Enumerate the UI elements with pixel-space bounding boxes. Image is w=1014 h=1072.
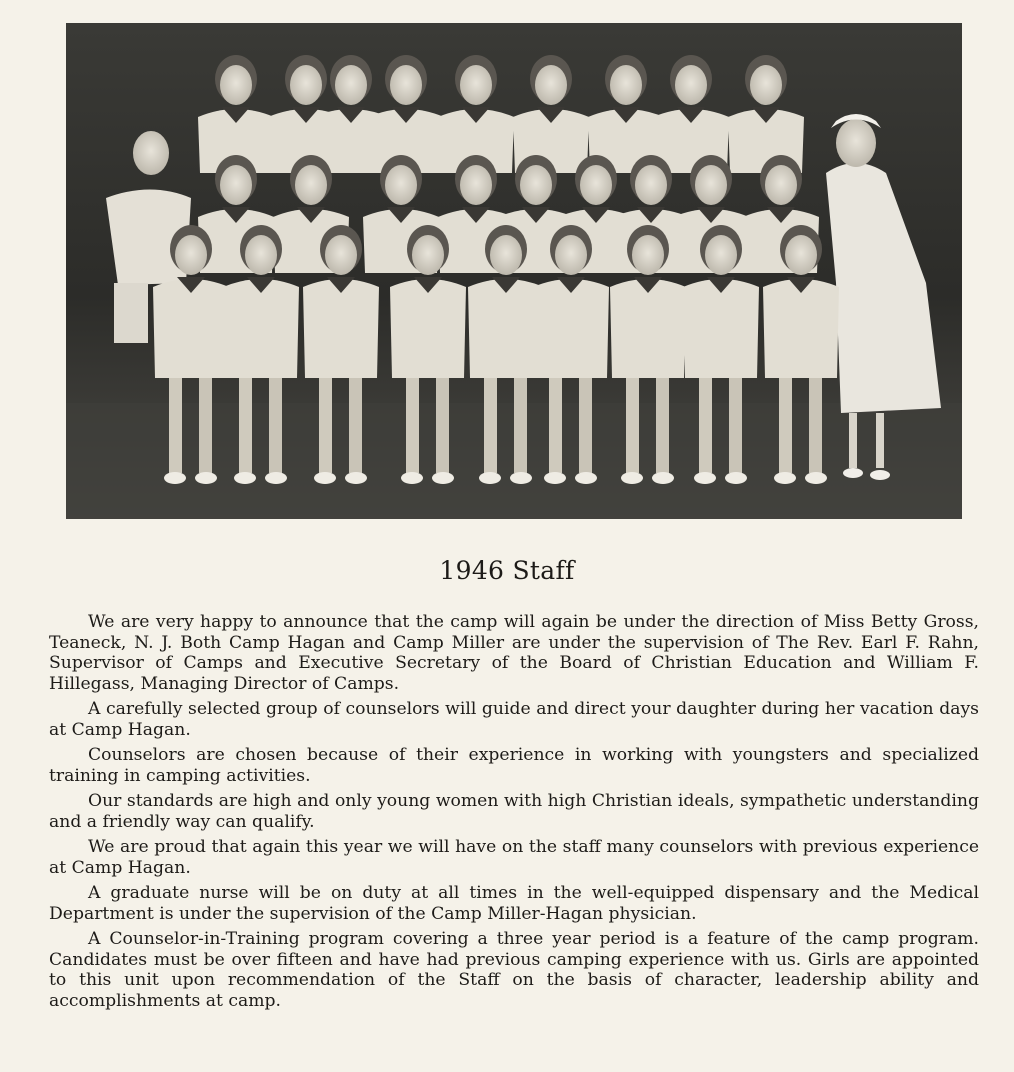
- paragraph-nurse: A graduate nurse will be on duty at all times in the well-equipped dispensary and the Medical Department is under the supervision of the Camp Miller-Hagan physician.: [49, 883, 979, 924]
- staff-group-photo: [66, 23, 962, 519]
- paragraph-cit-program: A Counselor-in-Training program covering a three year period is a feature of the camp program. Candidates must be over fifteen and have had previous camping experience with us. Girls are appointed to this unit upon recommendation of the Staff on the basis of character, leadership ability and accomplishments at camp.: [49, 929, 979, 1011]
- paragraph-direction: We are very happy to announce that the camp will again be under the direction of Miss Betty Gross, Teaneck, N. J. Both Camp Hagan and Camp Miller are under the supervision of The Rev. Earl F. Rahn, Supervisor of Camps and Executive Secretary of the Board of Christian Education and William F. Hillegass, Managing Director of Camps.: [49, 612, 979, 694]
- paragraph-standards: Our standards are high and only young women with high Christian ideals, sympathetic understanding and a friendly way can qualify.: [49, 791, 979, 832]
- page-title: 1946 Staff: [439, 556, 575, 585]
- paragraph-returning-staff: We are proud that again this year we will have on the staff many counselors with previous experience at Camp Hagan.: [49, 837, 979, 878]
- paragraph-counselors-guide: A carefully selected group of counselors will guide and direct your daughter during her vacation days at Camp Hagan.: [49, 699, 979, 740]
- staff-description: [49, 612, 979, 1016]
- paragraph-counselors-chosen: Counselors are chosen because of their experience in working with youngsters and specialized training in camping activities.: [49, 745, 979, 786]
- group-photo-icon: [66, 23, 962, 519]
